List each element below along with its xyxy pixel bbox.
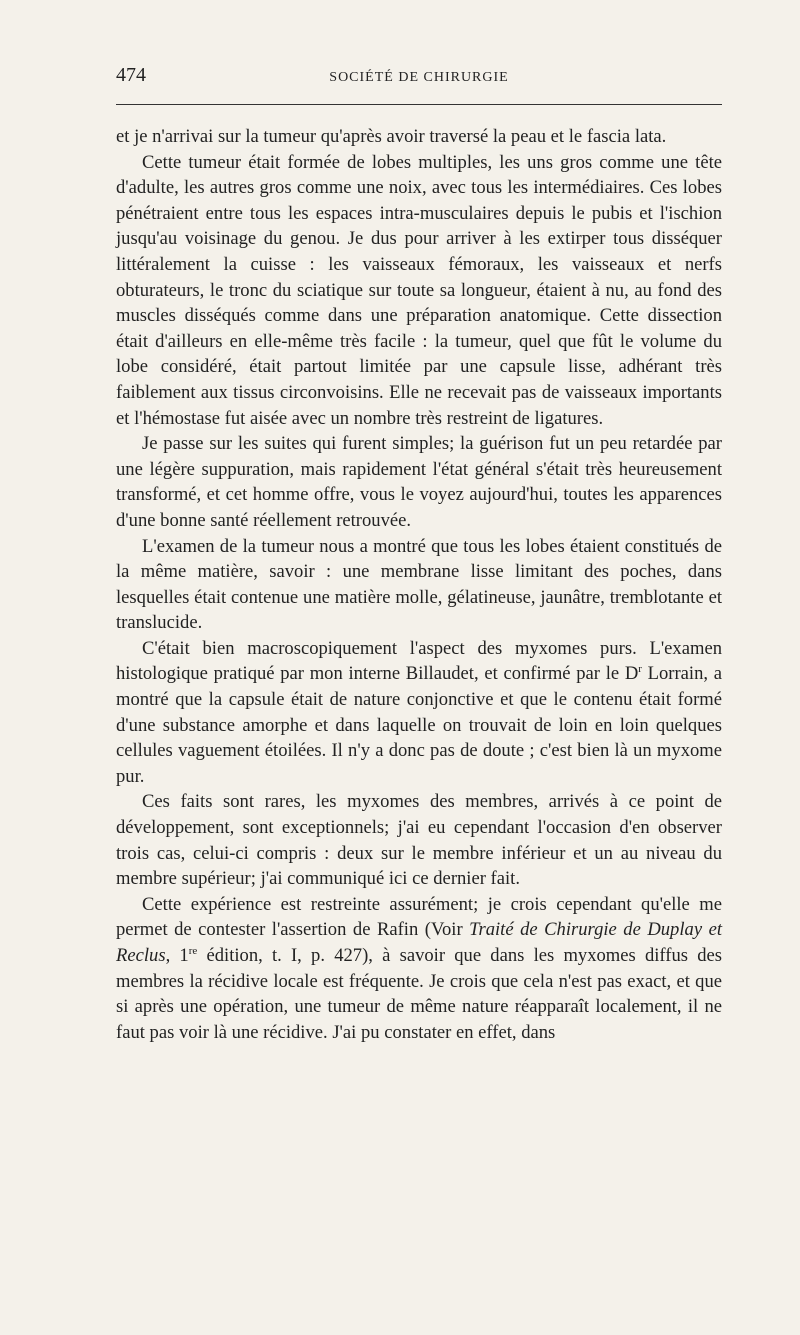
paragraph: L'examen de la tumeur nous a montré que tous les lobes étaient constitués de la même matière, savoir : une membrane lisse limitant des poches, dans lesquelles était contenue une matière molle, gélatineuse, jaunâtre, tremblotante et translucide.	[116, 535, 722, 634]
running-title: SOCIÉTÉ DE CHIRURGIE	[329, 70, 509, 85]
paragraph: et je n'arrivai sur la tumeur qu'après avoir traversé la peau et le fascia lata.	[116, 126, 667, 147]
paragraph	[116, 636, 722, 790]
paragraph-text: Lorrain, a montré que la capsule était de nature conjonctive et que le contenu était formé d'une substance amorphe et dans laquelle on trouvait de loin en loin quelques cellules vaguement étoilées. Il n'y a donc pas de doute ; c'est bien là un myxome pur.	[116, 663, 723, 787]
superscript: re	[188, 944, 198, 957]
paragraph-text: édition, t. I, p. 427), à savoir que dans les myxomes diffus des membres la récidive locale est fréquente. Je crois que cela n'est pas exact, et que si après une opération, une tumeur de même nature réapparaît localement, il ne faut pas voir là une récidive. J'ai pu constater en effet, dans	[116, 945, 722, 1043]
paragraph: Cette tumeur était formée de lobes multiples, les uns gros comme une tête d'adulte, les autres gros comme une noix, avec tous les intermédiaires. Ces lobes pénétraient entre tous les espaces intra-musculaires depuis le pubis et l'ischion jusqu'au voisinage du genou. Je dus pour arriver à les extirper tous disséquer littéralement la cuisse : les vaisseaux fémoraux, les vaisseaux et nerfs obturateurs, le tronc du sciatique sur toute sa longueur, étaient à nu, au fond des muscles disséqués comme dans une préparation anatomique. Cette dissection était d'ailleurs en elle-même très facile : la tumeur, quel que fût le volume du lobe considéré, était partout limitée par une capsule lisse, adhérant très faiblement aux tissus circonvoisins. Elle ne recevait pas de vaisseaux importants et l'hémostase fut aisée avec un nombre très restreint de ligatures.	[116, 151, 722, 429]
paragraph-text: C'était bien macroscopiquement l'aspect des myxomes purs. L'examen histologique pratiqué par mon interne Billaudet, et confirmé par le D	[116, 637, 722, 685]
paragraph-text: , 1	[165, 945, 189, 966]
body-text	[116, 124, 722, 1045]
paragraph: Je passe sur les suites qui furent simples; la guérison fut un peu retardée par une légère suppuration, mais rapidement l'état général s'était très heureusement transformé, et cet homme offre, vous le voyez aujourd'hui, toutes les apparences d'une bonne santé réellement retrouvée.	[116, 433, 722, 531]
paragraph	[116, 892, 722, 1046]
page-header	[116, 64, 722, 92]
header-rule	[116, 104, 722, 105]
paragraph: Ces faits sont rares, les myxomes des membres, arrivés à ce point de développement, sont exceptionnels; j'ai eu cependant l'occasion d'en observer trois cas, celui-ci compris : deux sur le membre inférieur et un au niveau du membre supérieur; j'ai communiqué ici ce dernier fait.	[116, 791, 722, 890]
paragraph-text: Cette expérience est restreinte assurément; je crois cependant qu'elle me permet de contester l'assertion de Rafin (Voir	[116, 893, 722, 941]
book-title: Traité de Chirurgie de Duplay et Reclus	[116, 919, 722, 966]
superscript: r	[638, 663, 642, 676]
page-number: 474	[116, 64, 146, 86]
